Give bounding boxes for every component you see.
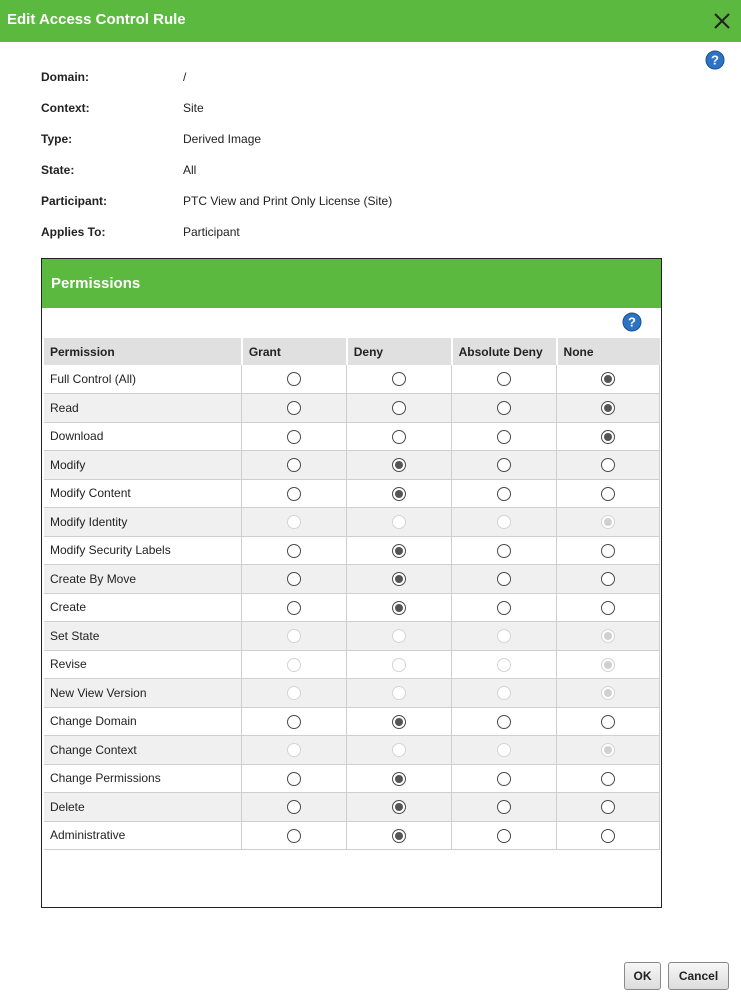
radio-none[interactable]	[601, 430, 615, 444]
detail-row	[41, 225, 541, 243]
radio-deny	[392, 686, 406, 700]
permissions-table	[44, 338, 660, 850]
radio-grant[interactable]	[287, 430, 301, 444]
permission-cell	[242, 707, 347, 736]
radio-grant	[287, 658, 301, 672]
permission-name: Revise	[44, 650, 242, 679]
permission-row	[44, 622, 660, 651]
permission-cell	[452, 821, 557, 850]
permission-row	[44, 650, 660, 679]
radio-none[interactable]	[601, 829, 615, 843]
radio-none[interactable]	[601, 401, 615, 415]
permission-cell	[557, 736, 660, 765]
radio-absolute-deny[interactable]	[497, 401, 511, 415]
permission-cell	[242, 679, 347, 708]
permission-cell	[242, 479, 347, 508]
permission-cell	[452, 736, 557, 765]
permission-cell	[557, 365, 660, 394]
permission-cell	[557, 622, 660, 651]
radio-grant[interactable]	[287, 601, 301, 615]
radio-none[interactable]	[601, 715, 615, 729]
radio-grant[interactable]	[287, 458, 301, 472]
column-header-none: None	[557, 338, 660, 365]
radio-absolute-deny[interactable]	[497, 372, 511, 386]
radio-grant[interactable]	[287, 372, 301, 386]
radio-none[interactable]	[601, 772, 615, 786]
radio-absolute-deny	[497, 743, 511, 757]
radio-absolute-deny	[497, 658, 511, 672]
detail-value: PTC View and Print Only License (Site)	[183, 194, 393, 208]
radio-grant[interactable]	[287, 572, 301, 586]
permission-cell	[557, 650, 660, 679]
permission-row	[44, 479, 660, 508]
radio-grant[interactable]	[287, 715, 301, 729]
radio-none[interactable]	[601, 601, 615, 615]
radio-none[interactable]	[601, 800, 615, 814]
radio-deny[interactable]	[392, 772, 406, 786]
permission-cell	[452, 707, 557, 736]
radio-grant	[287, 629, 301, 643]
permission-cell	[347, 707, 452, 736]
permission-name: Set State	[44, 622, 242, 651]
radio-absolute-deny[interactable]	[497, 430, 511, 444]
permission-row	[44, 422, 660, 451]
permission-row	[44, 508, 660, 537]
radio-grant[interactable]	[287, 772, 301, 786]
permission-cell	[557, 679, 660, 708]
permission-cell	[347, 565, 452, 594]
radio-deny	[392, 515, 406, 529]
dialog-title: Edit Access Control Rule	[7, 11, 186, 28]
detail-row	[41, 101, 541, 119]
radio-absolute-deny	[497, 515, 511, 529]
permission-cell	[347, 793, 452, 822]
permission-row	[44, 679, 660, 708]
permissions-header	[42, 259, 661, 308]
permission-cell	[242, 793, 347, 822]
radio-deny[interactable]	[392, 487, 406, 501]
radio-absolute-deny	[497, 686, 511, 700]
permission-cell	[347, 650, 452, 679]
permission-cell	[557, 536, 660, 565]
permissions-panel	[41, 258, 662, 908]
radio-none	[601, 743, 615, 757]
radio-deny	[392, 658, 406, 672]
permissions-help-icon[interactable]	[622, 312, 642, 332]
permission-name: Modify Content	[44, 479, 242, 508]
permission-name: Change Permissions	[44, 764, 242, 793]
detail-label: Participant:	[41, 194, 108, 208]
detail-label: Domain:	[41, 70, 89, 84]
radio-grant	[287, 743, 301, 757]
permission-cell	[452, 622, 557, 651]
permission-cell	[452, 764, 557, 793]
permission-cell	[557, 793, 660, 822]
permission-cell	[557, 508, 660, 537]
radio-none	[601, 658, 615, 672]
radio-absolute-deny[interactable]	[497, 572, 511, 586]
column-header-grant: Grant	[242, 338, 347, 365]
permission-cell	[242, 536, 347, 565]
permission-cell	[557, 565, 660, 594]
permission-cell	[347, 451, 452, 480]
detail-label: Type:	[41, 132, 73, 146]
permission-row	[44, 365, 660, 394]
svg-text:?: ?	[711, 52, 719, 68]
radio-deny[interactable]	[392, 458, 406, 472]
radio-grant[interactable]	[287, 800, 301, 814]
permission-row	[44, 764, 660, 793]
radio-absolute-deny[interactable]	[497, 715, 511, 729]
permission-cell	[242, 394, 347, 423]
permission-cell	[452, 536, 557, 565]
help-icon[interactable]	[705, 50, 725, 70]
permission-cell	[452, 508, 557, 537]
radio-deny[interactable]	[392, 572, 406, 586]
radio-deny	[392, 629, 406, 643]
permission-cell	[452, 793, 557, 822]
permission-cell	[557, 764, 660, 793]
permission-cell	[347, 422, 452, 451]
permission-cell	[452, 650, 557, 679]
radio-none	[601, 686, 615, 700]
radio-none	[601, 629, 615, 643]
permission-cell	[557, 593, 660, 622]
radio-deny[interactable]	[392, 601, 406, 615]
detail-value: Site	[183, 101, 204, 115]
radio-none[interactable]	[601, 372, 615, 386]
permission-name: Modify Identity	[44, 508, 242, 537]
permission-name: Administrative	[44, 821, 242, 850]
close-icon[interactable]	[711, 10, 733, 32]
radio-deny[interactable]	[392, 715, 406, 729]
svg-text:?: ?	[628, 314, 636, 330]
detail-row	[41, 163, 541, 181]
permission-name: Full Control (All)	[44, 365, 242, 394]
radio-deny[interactable]	[392, 829, 406, 843]
radio-grant[interactable]	[287, 401, 301, 415]
column-header-permission: Permission	[44, 338, 242, 365]
permission-row	[44, 821, 660, 850]
permission-cell	[242, 764, 347, 793]
radio-grant	[287, 686, 301, 700]
radio-deny[interactable]	[392, 430, 406, 444]
permission-row	[44, 451, 660, 480]
radio-absolute-deny[interactable]	[497, 800, 511, 814]
detail-value: Participant	[183, 225, 240, 239]
permission-row	[44, 593, 660, 622]
permission-cell	[347, 394, 452, 423]
permission-cell	[347, 365, 452, 394]
permission-name: Change Context	[44, 736, 242, 765]
permission-cell	[452, 679, 557, 708]
radio-grant	[287, 515, 301, 529]
permission-cell	[452, 565, 557, 594]
permission-row	[44, 736, 660, 765]
permission-cell	[347, 736, 452, 765]
radio-deny[interactable]	[392, 401, 406, 415]
permission-row	[44, 536, 660, 565]
radio-deny[interactable]	[392, 800, 406, 814]
radio-none[interactable]	[601, 544, 615, 558]
permission-name: Delete	[44, 793, 242, 822]
permission-cell	[242, 422, 347, 451]
permission-cell	[242, 736, 347, 765]
permission-row	[44, 565, 660, 594]
permission-cell	[452, 593, 557, 622]
detail-label: State:	[41, 163, 75, 177]
radio-deny	[392, 743, 406, 757]
radio-absolute-deny	[497, 629, 511, 643]
permission-row	[44, 707, 660, 736]
permission-cell	[242, 593, 347, 622]
permission-name: Create	[44, 593, 242, 622]
permission-cell	[347, 679, 452, 708]
permission-cell	[242, 508, 347, 537]
permissions-header-row	[44, 338, 660, 365]
permission-cell	[347, 622, 452, 651]
permission-name: Read	[44, 394, 242, 423]
permission-cell	[347, 536, 452, 565]
permission-cell	[242, 622, 347, 651]
permission-cell	[452, 422, 557, 451]
radio-none[interactable]	[601, 572, 615, 586]
permission-cell	[557, 451, 660, 480]
radio-deny[interactable]	[392, 372, 406, 386]
detail-label: Context:	[41, 101, 90, 115]
permission-cell	[557, 707, 660, 736]
permission-cell	[557, 479, 660, 508]
radio-absolute-deny[interactable]	[497, 458, 511, 472]
detail-row	[41, 70, 541, 88]
radio-none[interactable]	[601, 487, 615, 501]
permission-cell	[557, 422, 660, 451]
detail-row	[41, 132, 541, 150]
permissions-title: Permissions	[51, 275, 141, 292]
permission-cell	[242, 365, 347, 394]
permission-cell	[242, 565, 347, 594]
permission-cell	[347, 593, 452, 622]
permission-row	[44, 394, 660, 423]
permission-name: Modify	[44, 451, 242, 480]
permission-cell	[557, 821, 660, 850]
dialog-titlebar	[0, 0, 741, 42]
ok-button[interactable]: OK	[624, 962, 661, 990]
permission-cell	[347, 821, 452, 850]
permission-cell	[242, 451, 347, 480]
permission-name: Create By Move	[44, 565, 242, 594]
permission-cell	[347, 764, 452, 793]
permission-name: Download	[44, 422, 242, 451]
radio-absolute-deny[interactable]	[497, 487, 511, 501]
detail-value: Derived Image	[183, 132, 262, 146]
radio-grant[interactable]	[287, 544, 301, 558]
radio-grant[interactable]	[287, 487, 301, 501]
detail-value: /	[183, 70, 187, 84]
radio-absolute-deny[interactable]	[497, 544, 511, 558]
radio-absolute-deny[interactable]	[497, 829, 511, 843]
permission-name: New View Version	[44, 679, 242, 708]
radio-deny[interactable]	[392, 544, 406, 558]
permission-cell	[242, 821, 347, 850]
detail-label: Applies To:	[41, 225, 106, 239]
column-header-deny: Deny	[347, 338, 452, 365]
column-header-absolute-deny: Absolute Deny	[452, 338, 557, 365]
permission-row	[44, 793, 660, 822]
permission-cell	[452, 394, 557, 423]
permission-cell	[242, 650, 347, 679]
permission-cell	[557, 394, 660, 423]
detail-value: All	[183, 163, 197, 177]
radio-absolute-deny[interactable]	[497, 601, 511, 615]
permission-name: Change Domain	[44, 707, 242, 736]
permission-cell	[347, 508, 452, 537]
cancel-button[interactable]: Cancel	[668, 962, 729, 990]
radio-none[interactable]	[601, 458, 615, 472]
permission-cell	[452, 451, 557, 480]
permission-cell	[347, 479, 452, 508]
radio-absolute-deny[interactable]	[497, 772, 511, 786]
radio-none	[601, 515, 615, 529]
detail-row	[41, 194, 541, 212]
permission-cell	[452, 479, 557, 508]
radio-grant[interactable]	[287, 829, 301, 843]
permission-name: Modify Security Labels	[44, 536, 242, 565]
permission-cell	[452, 365, 557, 394]
